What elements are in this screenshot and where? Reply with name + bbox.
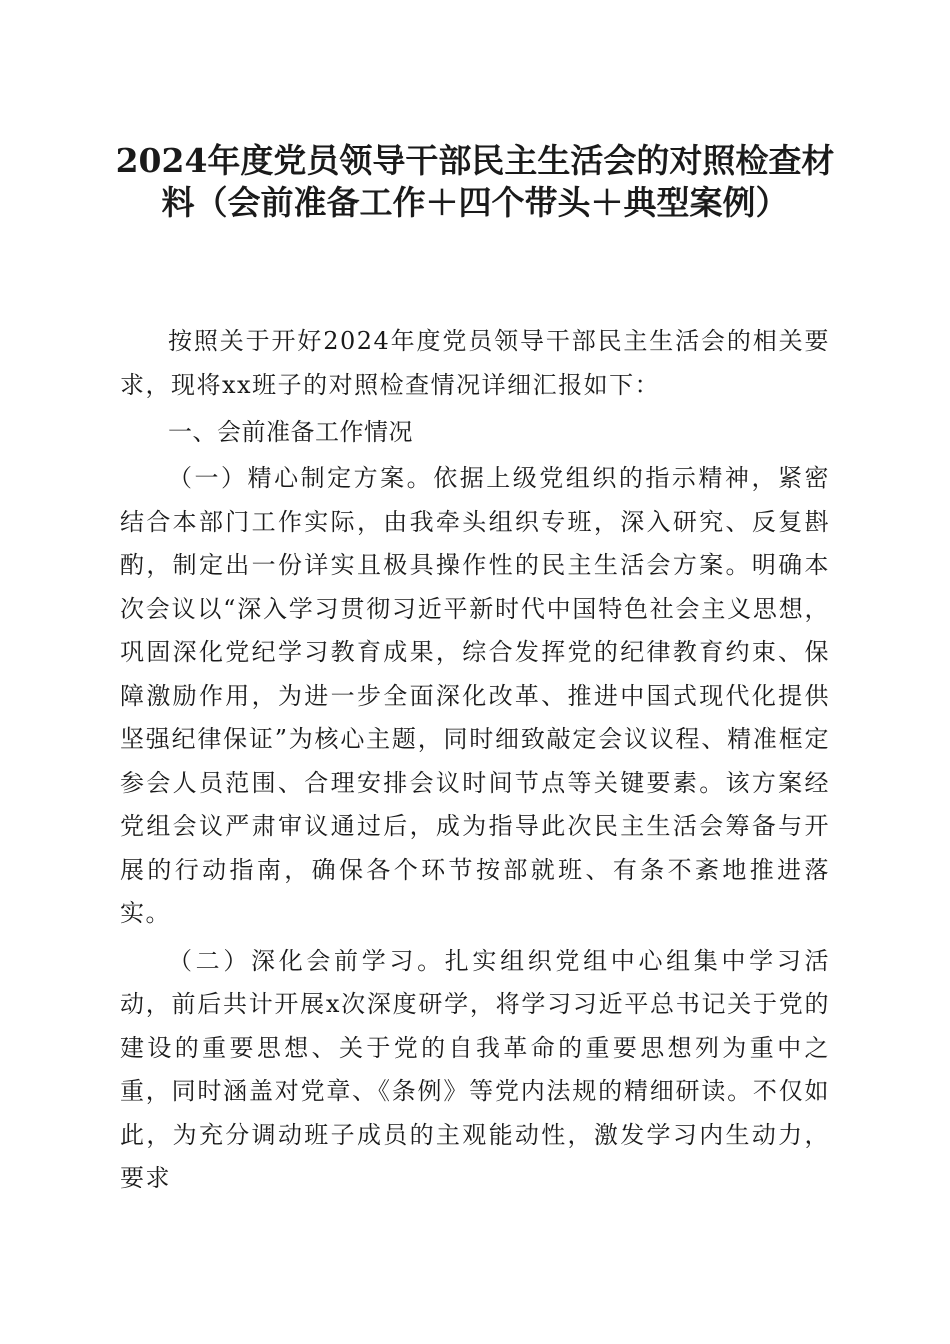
document-title: 2024年度党员领导干部民主生活会的对照检查材料（会前准备工作＋四个带头＋典型案例）	[115, 141, 835, 222]
intro-paragraph: 按照关于开好2024年度党员领导干部民主生活会的相关要求，现将xx班子的对照检查情况详细汇报如下：	[120, 327, 830, 399]
section-heading: 一、会前准备工作情况	[168, 418, 413, 446]
paragraph-study: （二）深化会前学习。扎实组织党组中心组集中学习活动，前后共计开展x次深度研学，将学习习近平总书记关于党的建设的重要思想、关于党的自我革命的重要思想列为重中之重，同时涵盖对党章、《条例》等党内法规的精细研读。不仅如此，为充分调动班子成员的主观能动性，激发学习内生动力，要求	[120, 946, 830, 1192]
document-body	[120, 320, 830, 1201]
paragraph-plan: （一）精心制定方案。依据上级党组织的指示精神，紧密结合本部门工作实际，由我牵头组织专班，深入研究、反复斟酌，制定出一份详实且极具操作性的民主生活会方案。明确本次会议以“深入学习贯彻习近平新时代中国特色社会主义思想，巩固深化党纪学习教育成果，综合发挥党的纪律教育约束、保障激励作用，为进一步全面深化改革、推进中国式现代化提供坚强纪律保证”为核心主题，同时细致敲定会议议程、精准框定参会人员范围、合理安排会议时间节点等关键要素。该方案经党组会议严肃审议通过后，成为指导此次民主生活会筹备与开展的行动指南，确保各个环节按部就班、有条不紊地推进落实。	[120, 464, 830, 927]
